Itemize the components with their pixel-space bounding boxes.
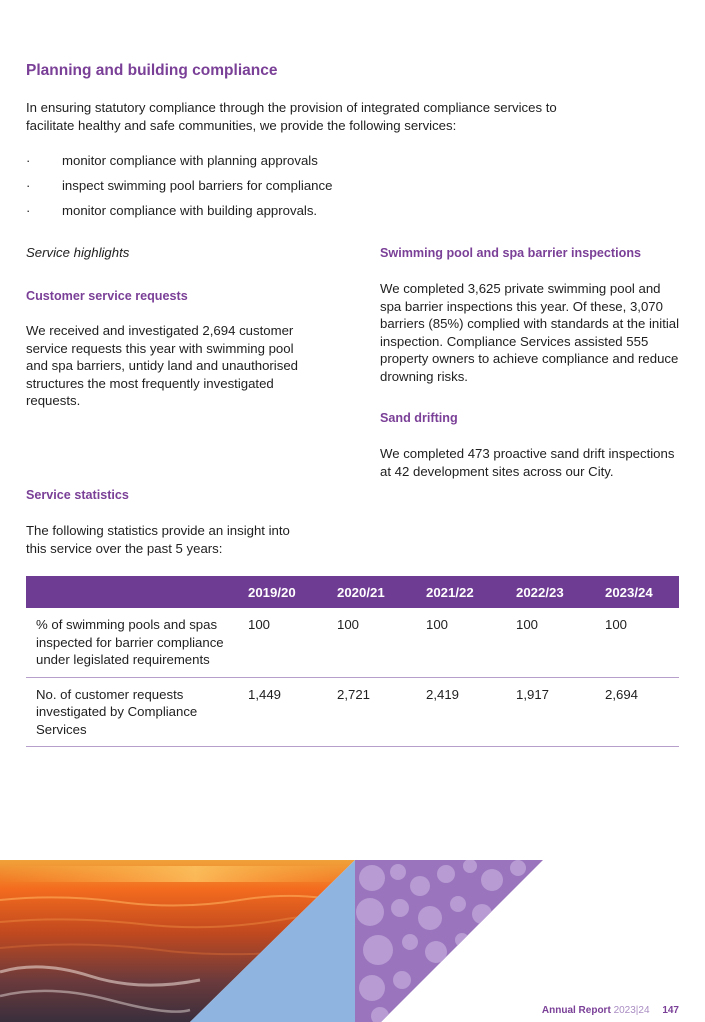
list-item: · inspect swimming pool barriers for compliance [26,177,426,202]
table-header-cell: 2020/21 [337,584,385,600]
table-header-cell: 2023/24 [605,584,653,600]
list-item: · monitor compliance with building approvals. [26,202,426,227]
table-header-row [26,576,679,608]
services-list [26,152,426,227]
table-cell: 100 [595,608,679,677]
customer-requests-body: We received and investigated 2,694 customer service requests this year with swimming pool and spa barriers, untidy land and unauthorised structures the most frequently investigated requests. [26,323,298,408]
service-highlights-label: Service highlights [26,245,130,260]
table-cell: 100 [327,608,416,677]
service-statistics-intro: The following statistics provide an insight into this service over the past 5 years: [26,523,290,556]
table-row-label: % of swimming pools and spas inspected for barrier compliance under legislated requirements [26,608,238,677]
footer-report-year: 2023|24 [613,1005,650,1016]
table-cell: 100 [416,608,506,677]
sand-drifting-heading: Sand drifting [380,411,458,425]
table-header-cell: 2021/22 [426,584,474,600]
table-cell: 2,419 [416,677,506,747]
table-header-cell: 2019/20 [248,584,296,600]
pool-inspections-heading: Swimming pool and spa barrier inspections [380,246,642,260]
table-cell: 1,449 [238,677,327,747]
page-footer [542,1005,679,1016]
table-header-cell [26,576,238,608]
service-statistics-heading: Service statistics [26,488,129,502]
table-cell: 100 [506,608,595,677]
section-title: Planning and building compliance [26,62,278,79]
table-cell: 2,721 [327,677,416,747]
page-number: 147 [662,1005,679,1016]
customer-requests-heading: Customer service requests [26,289,188,303]
table-row-label: No. of customer requests investigated by Compliance Services [26,677,238,747]
table-row [26,677,679,747]
sand-drifting-body: We completed 473 proactive sand drift inspections at 42 development sites across our City. [380,446,675,479]
section-intro: In ensuring statutory compliance through the provision of integrated compliance services to facilitate healthy and safe communities, we provide the following services: [26,100,557,133]
table-cell: 1,917 [506,677,595,747]
table-row [26,608,679,677]
footer-report-label: Annual Report [541,1005,611,1016]
pool-inspections-body: We completed 3,625 private swimming pool and spa barrier inspections this year. Of these, 3,070 barriers (85%) complied with standards at the initial inspection. Compliance Services assisted 555 property owners to achieve compliance and reduce drowning risks. [380,281,680,384]
table-header-cell: 2022/23 [516,584,564,600]
statistics-table [26,576,679,747]
table-cell: 2,694 [595,677,679,747]
table-cell: 100 [238,608,327,677]
decorative-banner [0,860,705,1022]
dotted-pattern [355,860,545,1022]
list-item: · monitor compliance with planning approvals [26,152,426,177]
